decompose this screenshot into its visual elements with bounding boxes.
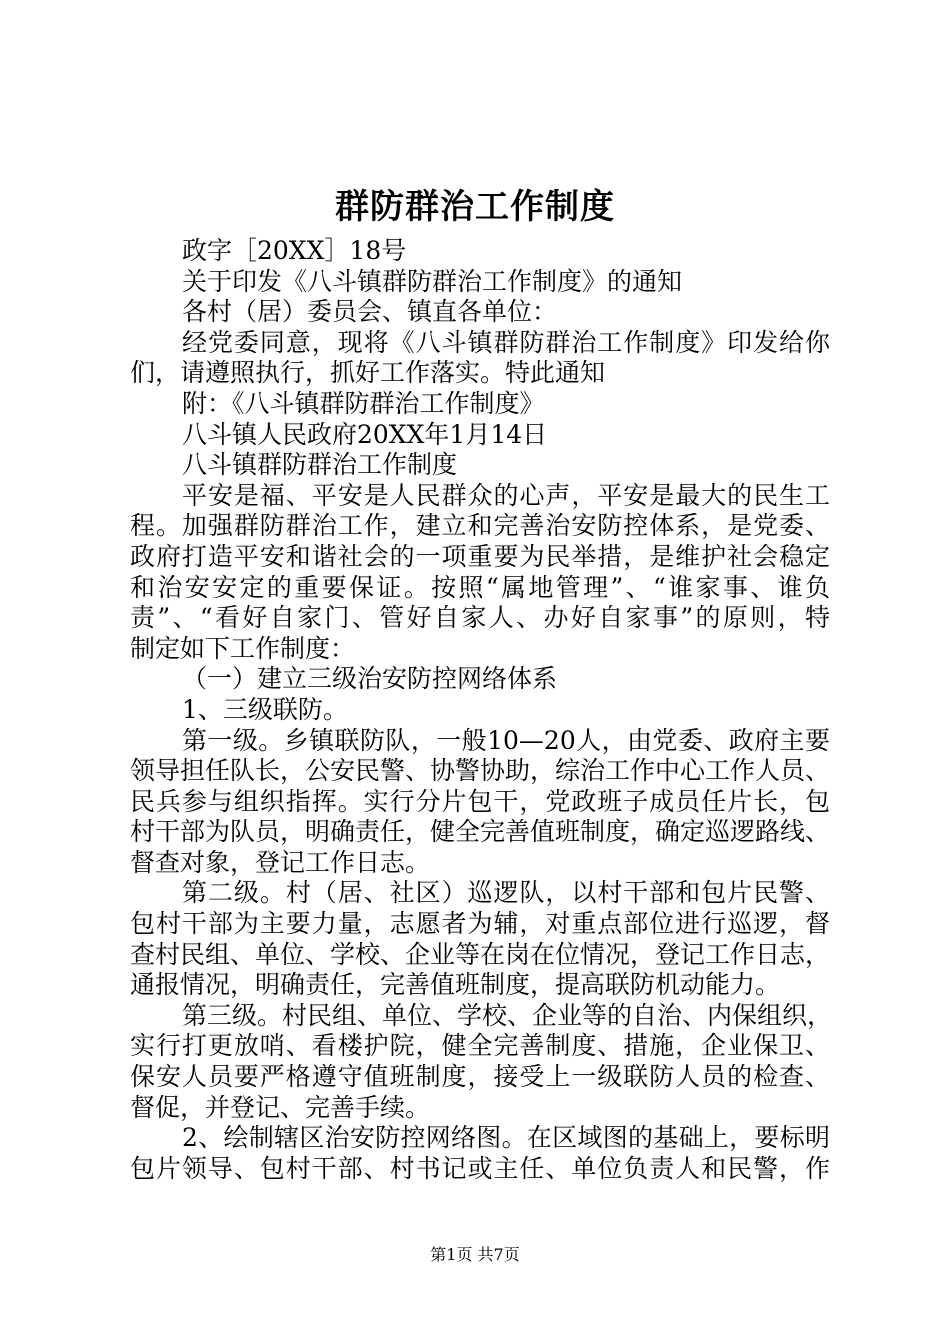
text-line: 八斗镇人民政府20XX年1月14日 [182, 419, 548, 449]
text-line: 政字［20XX］18号 [182, 236, 407, 265]
text-line: 实行打更放哨、看楼护院，健全完善制度、措施，企业保卫、 [130, 1031, 830, 1061]
text-line: 包片领导、包村干部、村书记或主任、单位负责人和民警，作 [130, 1153, 830, 1183]
text-line: 第一级。乡镇联防队，一般10—20人，由党委、政府主要 [182, 725, 830, 755]
text-line: 关于印发《八斗镇群防群治工作制度》的通知 [182, 266, 683, 296]
text-line: 各村（居）委员会、镇直各单位： [182, 297, 558, 327]
text-line: 督促，并登记、完善手续。 [130, 1092, 431, 1122]
document-body [130, 236, 833, 1184]
text-line: 第二级。村（居、社区）巡逻队，以村干部和包片民警、 [182, 878, 830, 908]
text-line: 附：《八斗镇群防群治工作制度》 [182, 388, 545, 418]
text-line: 村干部为队员，明确责任，健全完善值班制度，确定巡逻路线、 [130, 817, 831, 847]
text-line: 政府打造平安和谐社会的一项重要为民举措，是维护社会稳定 [130, 541, 830, 571]
text-line: 经党委同意，现将《八斗镇群防群治工作制度》印发给你 [182, 327, 830, 357]
text-line: 责”、“看好自家门、管好自家人、办好自家事”的原则，特 [130, 603, 830, 633]
document-title: 群防群治工作制度 [335, 187, 615, 227]
text-line: 保安人员要严格遵守值班制度，接受上一级联防人员的检查、 [130, 1062, 830, 1092]
text-line: 包村干部为主要力量，志愿者为辅，对重点部位进行巡逻，督 [130, 909, 830, 939]
text-line: 民兵参与组织指挥。实行分片包干，党政班子成员任片长，包 [130, 786, 830, 816]
text-line: 查村民组、单位、学校、企业等在岗在位情况，登记工作日志， [130, 939, 831, 969]
text-line: 2、绘制辖区治安防控网络图。在区域图的基础上，要标明 [182, 1123, 830, 1153]
text-line: 通报情况，明确责任，完善值班制度，提高联防机动能力。 [130, 970, 781, 1000]
text-line: 程。加强群防群治工作，建立和完善治安防控体系，是党委、 [130, 511, 830, 541]
text-line: 八斗镇群防群治工作制度 [182, 450, 458, 480]
page-footer: 第1页 共7页 [430, 1245, 520, 1264]
text-line: 制定如下工作制度： [130, 633, 356, 663]
text-line: 第三级。村民组、单位、学校、企业等的自治、内保组织， [182, 1000, 833, 1030]
text-line: 平安是福、平安是人民群众的心声，平安是最大的民生工 [182, 480, 830, 510]
text-line: 们，请遵照执行，抓好工作落实。特此通知 [130, 358, 606, 388]
text-line: 领导担任队长，公安民警、协警协助，综治工作中心工作人员、 [130, 756, 831, 786]
text-line: 和治安安定的重要保证。按照“属地管理”、“谁家事、谁负 [130, 572, 830, 602]
text-line: （一）建立三级治安防控网络体系 [182, 664, 558, 694]
text-line: 1、三级联防。 [182, 694, 348, 724]
text-line: 督查对象，登记工作日志。 [130, 847, 431, 877]
